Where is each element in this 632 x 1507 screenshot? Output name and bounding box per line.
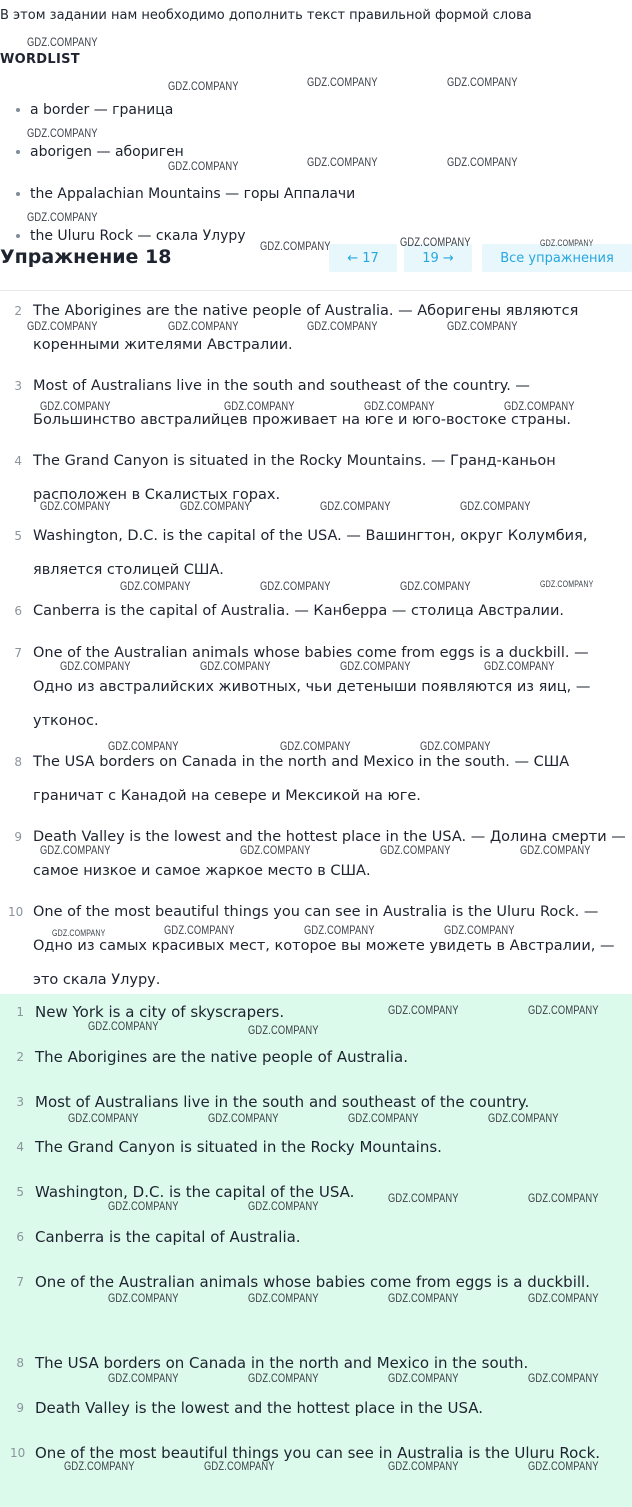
watermark: GDZ.COMPANY [27, 210, 98, 224]
watermark: GDZ.COMPANY [307, 155, 378, 169]
watermark: GDZ.COMPANY [400, 235, 471, 249]
watermark: GDZ.COMPANY [164, 923, 235, 937]
watermark: GDZ.COMPANY [88, 1019, 159, 1033]
watermark: GDZ.COMPANY [260, 579, 331, 593]
item-number: 1 [16, 1005, 24, 1019]
watermark: GDZ.COMPANY [260, 239, 331, 253]
item-number: 3 [16, 1095, 24, 1109]
bullet-icon [16, 234, 20, 238]
exercise-title: Упражнение 18 [0, 246, 172, 268]
intro-text: В этом задании нам необходимо дополнить текст правильной формой слова [0, 8, 532, 23]
prev-exercise-button[interactable]: ← 17 [329, 244, 397, 272]
watermark: GDZ.COMPANY [108, 739, 179, 753]
watermark: GDZ.COMPANY [388, 1003, 459, 1017]
item-number: 8 [14, 755, 22, 769]
watermark: GDZ.COMPANY [27, 35, 98, 49]
watermark: GDZ.COMPANY [224, 399, 295, 413]
item-text: The Aborigines are the native people of Australia. — Аборигены являются коренными жителями Австралии. [33, 303, 579, 353]
wordlist-item-text: a border — граница [30, 102, 174, 118]
watermark: GDZ.COMPANY [240, 843, 311, 857]
watermark: GDZ.COMPANY [380, 843, 451, 857]
bullet-icon [16, 150, 20, 154]
watermark: GDZ.COMPANY [388, 1291, 459, 1305]
wordlist-title: WORDLIST [0, 52, 80, 67]
all-exercises-button[interactable]: Все упражнения [482, 244, 632, 272]
item-number: 7 [16, 1275, 24, 1289]
next-exercise-button[interactable]: 19 → [404, 244, 472, 272]
item-number: 8 [16, 1356, 24, 1370]
watermark: GDZ.COMPANY [168, 159, 239, 173]
item-text: Most of Australians live in the south and southeast of the country. — Большинство австралийцев проживает на юге и юго-востоке страны. [33, 378, 572, 428]
item-text: One of the most beautiful things you can see in Australia is the Uluru Rock. — Одно из самых красивых мест, которое вы можете увидеть в Австралии, — это скала Улуру. [33, 904, 615, 988]
item-number: 4 [14, 454, 22, 468]
wordlist-item [16, 228, 246, 244]
watermark: GDZ.COMPANY [348, 1111, 419, 1125]
item-number: 9 [16, 1401, 24, 1415]
item-number: 5 [14, 529, 22, 543]
item-text: The Grand Canyon is situated in the Rocky Mountains. — Гранд-каньон расположен в Скалистых горах. [33, 453, 556, 503]
watermark: GDZ.COMPANY [420, 739, 491, 753]
item-number: 10 [8, 905, 24, 919]
answer-item [0, 1130, 632, 1165]
watermark: GDZ.COMPANY [27, 319, 98, 333]
watermark: GDZ.COMPANY [364, 399, 435, 413]
answer-item [0, 1391, 632, 1426]
watermark: GDZ.COMPANY [340, 659, 411, 673]
item-text: One of the Australian animals whose babies come from eggs is a duckbill. — Одно из австралийских животных, чьи детеныши появляются из яиц, — утконос. [33, 645, 591, 729]
watermark: GDZ.COMPANY [540, 579, 594, 589]
item-text: One of the Australian animals whose babies come from eggs is a duckbill. [35, 1273, 590, 1291]
watermark: GDZ.COMPANY [528, 1291, 599, 1305]
watermark: GDZ.COMPANY [248, 1023, 319, 1037]
watermark: GDZ.COMPANY [168, 319, 239, 333]
item-text: The Aborigines are the native people of Australia. [35, 1048, 408, 1066]
watermark: GDZ.COMPANY [248, 1371, 319, 1385]
watermark: GDZ.COMPANY [200, 659, 271, 673]
watermark: GDZ.COMPANY [320, 499, 391, 513]
watermark: GDZ.COMPANY [52, 928, 106, 938]
watermark: GDZ.COMPANY [248, 1199, 319, 1213]
watermark: GDZ.COMPANY [540, 238, 594, 248]
watermark: GDZ.COMPANY [108, 1291, 179, 1305]
watermark: GDZ.COMPANY [108, 1371, 179, 1385]
watermark: GDZ.COMPANY [208, 1111, 279, 1125]
item-text: The USA borders on Canada in the north and Mexico in the south. — США граничат с Канадой на севере и Мексикой на юге. [33, 754, 570, 804]
wordlist-item [16, 102, 173, 118]
item-text: Washington, D.C. is the capital of the USA. — Вашингтон, округ Колумбия, является столицей США. [33, 528, 588, 578]
item-text: Canberra is the capital of Australia. [35, 1228, 301, 1246]
watermark: GDZ.COMPANY [447, 155, 518, 169]
translation-item [0, 594, 632, 628]
watermark: GDZ.COMPANY [388, 1191, 459, 1205]
bullet-icon [16, 108, 20, 112]
answer-item [0, 1220, 632, 1255]
item-text: New York is a city of skyscrapers. [35, 1003, 285, 1021]
watermark: GDZ.COMPANY [204, 1459, 275, 1473]
item-number: 3 [14, 379, 22, 393]
watermark: GDZ.COMPANY [40, 843, 111, 857]
watermark: GDZ.COMPANY [68, 1111, 139, 1125]
item-text: One of the most beautiful things you can see in Australia is the Uluru Rock. [35, 1444, 601, 1462]
wordlist-item [16, 144, 184, 160]
watermark: GDZ.COMPANY [280, 739, 351, 753]
watermark: GDZ.COMPANY [504, 399, 575, 413]
item-text: Death Valley is the lowest and the hottest place in the USA. — Долина смерти — самое низкое и самое жаркое место в США. [33, 829, 626, 879]
watermark: GDZ.COMPANY [40, 399, 111, 413]
item-number: 2 [16, 1050, 24, 1064]
divider [0, 290, 632, 291]
watermark: GDZ.COMPANY [60, 659, 131, 673]
watermark: GDZ.COMPANY [460, 499, 531, 513]
item-text: The Grand Canyon is situated in the Rocky Mountains. [35, 1138, 442, 1156]
item-number: 5 [16, 1185, 24, 1199]
watermark: GDZ.COMPANY [528, 1371, 599, 1385]
watermark: GDZ.COMPANY [40, 499, 111, 513]
watermark: GDZ.COMPANY [120, 579, 191, 593]
translation-item [0, 636, 632, 738]
watermark: GDZ.COMPANY [484, 659, 555, 673]
watermark: GDZ.COMPANY [108, 1199, 179, 1213]
answers-block [0, 994, 632, 1507]
wordlist-item [16, 186, 355, 202]
watermark: GDZ.COMPANY [64, 1459, 135, 1473]
watermark: GDZ.COMPANY [520, 843, 591, 857]
watermark: GDZ.COMPANY [400, 579, 471, 593]
watermark: GDZ.COMPANY [307, 75, 378, 89]
translation-item [0, 895, 632, 997]
translation-item [0, 745, 632, 813]
watermark: GDZ.COMPANY [447, 319, 518, 333]
watermark: GDZ.COMPANY [528, 1003, 599, 1017]
watermark: GDZ.COMPANY [27, 126, 98, 140]
watermark: GDZ.COMPANY [488, 1111, 559, 1125]
watermark: GDZ.COMPANY [447, 75, 518, 89]
watermark: GDZ.COMPANY [388, 1371, 459, 1385]
item-number: 9 [14, 830, 22, 844]
watermark: GDZ.COMPANY [168, 79, 239, 93]
wordlist-item-text: the Appalachian Mountains — горы Аппалачи [30, 186, 356, 202]
item-number: 4 [16, 1140, 24, 1154]
bullet-icon [16, 192, 20, 196]
item-number: 6 [16, 1230, 24, 1244]
item-text: Most of Australians live in the south and southeast of the country. [35, 1093, 530, 1111]
watermark: GDZ.COMPANY [528, 1459, 599, 1473]
watermark: GDZ.COMPANY [307, 319, 378, 333]
item-text: Canberra is the capital of Australia. — Канберра — столица Австралии. [33, 603, 565, 619]
wordlist-item-text: the Uluru Rock — скала Улуру [30, 228, 246, 244]
translation-item [0, 519, 632, 587]
answer-item [0, 1040, 632, 1075]
watermark: GDZ.COMPANY [180, 499, 251, 513]
item-text: Washington, D.C. is the capital of the USA. [35, 1183, 355, 1201]
item-text: The USA borders on Canada in the north and Mexico in the south. [35, 1354, 529, 1372]
watermark: GDZ.COMPANY [388, 1459, 459, 1473]
watermark: GDZ.COMPANY [444, 923, 515, 937]
watermark: GDZ.COMPANY [304, 923, 375, 937]
item-number: 10 [10, 1446, 26, 1460]
item-number: 7 [14, 646, 22, 660]
item-text: Death Valley is the lowest and the hottest place in the USA. [35, 1399, 484, 1417]
item-number: 2 [14, 304, 22, 318]
item-number: 6 [14, 604, 22, 618]
watermark: GDZ.COMPANY [248, 1291, 319, 1305]
watermark: GDZ.COMPANY [528, 1191, 599, 1205]
wordlist-item-text: aborigen — абориген [30, 144, 184, 160]
